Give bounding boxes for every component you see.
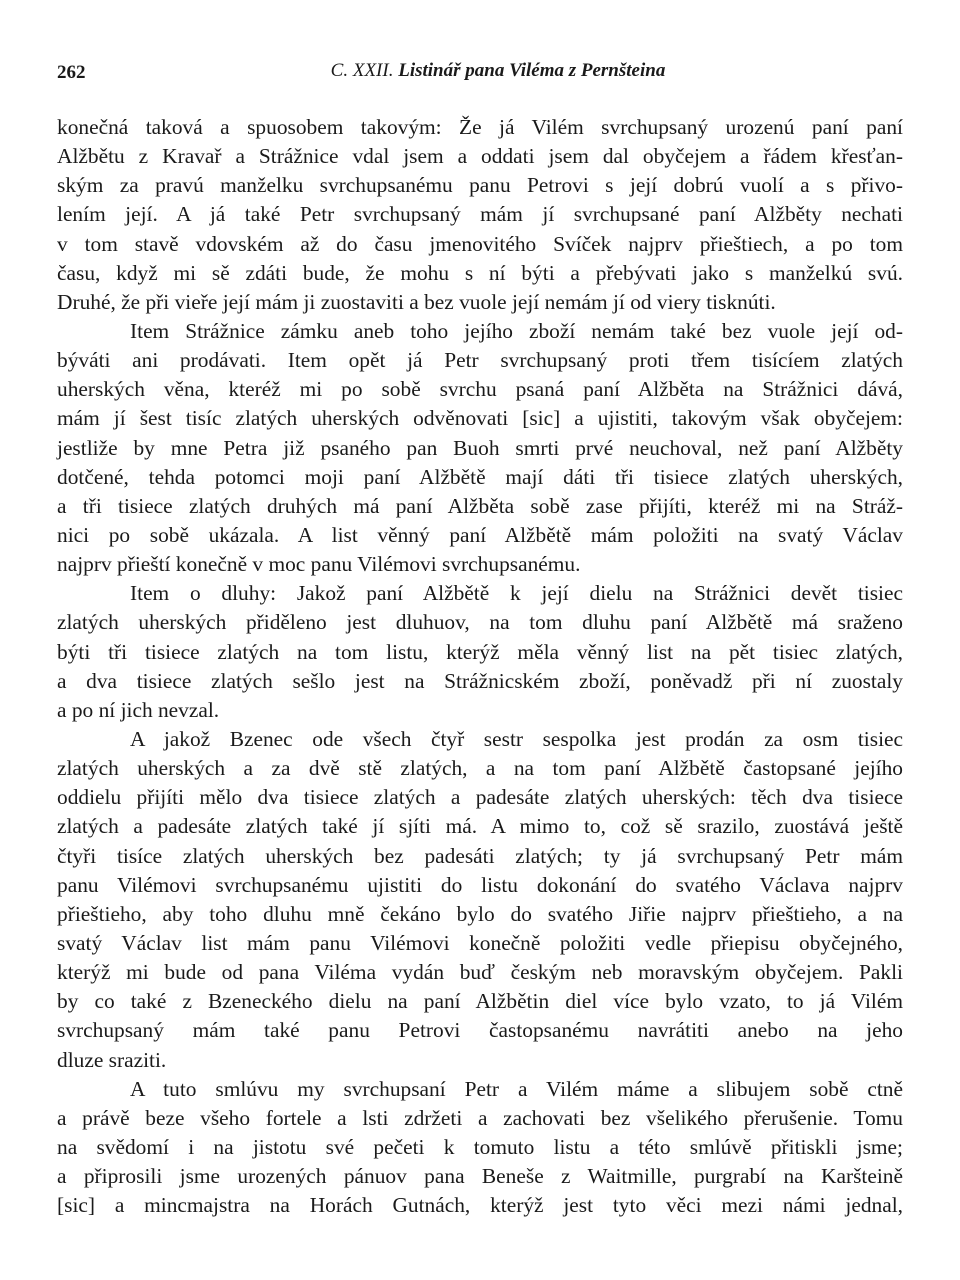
running-head [57,60,903,82]
text-line: čtyři tisíce zlatých uherských bez padesáti zlatých; ty já svrchupsaný Petr mám [57,843,903,868]
text-line: konečná taková a spuosobem takovým: Že já Vilém svrchupsaný urozenú paní paní [57,115,903,139]
text-line: zlatých uherských a za dvě stě zlatých, a na tom paní Alžbětě častopsané jejího [57,756,903,781]
text-line: [sic] a mincmajstra na Horách Gutnách, kterýž jest tyto věci mezi námi jednal, [57,1193,903,1218]
text-line: a připrosili jsme urozených pánuov pana Beneše z Waitmille, purgrabí na Karšteině [57,1164,903,1189]
running-head-chapter: C. XXII. [330,60,394,81]
text-line: uherských věna, kteréž mi po sobě svrchu psaná paní Alžběta na Strážnici dává, [57,377,903,402]
text-line: Druhé, že při vieře její mám ji zuostaviti a bez vuole její nemám jí od viery tisknúti. [57,289,776,314]
text-line: zlatých uherských přiděleno jest dluhuov, na tom dluhu paní Alžbětě má sraženo [57,610,903,635]
text-line: Item Strážnice zámku aneb toho jejího zboží nemám také bez vuole její od- [130,318,903,343]
text-line: býváti ani prodávati. Item opět já Petr svrchupsaný proti třem tisícíem zlatých [57,348,903,373]
text-line: přieštieho, aby toho dluhu mně čekáno bylo do svatého Jiřie najprv přieštieho, a na [57,901,903,926]
text-line: ským za pravú manželku svrchupsanému panu Petrovi s její dobrú vuolí a s přivo- [57,173,903,198]
text-line: a právě beze všeho fortele a lsti zdržeti a zachovati bez všelikého přerušenie. Tomu [57,1105,903,1130]
text-line: jestliže by mne Petra již psaného pan Buoh smrti prvé neuchoval, než paní Alžběty [57,435,903,460]
text-line: najprv přieští konečně v moc panu Vilémovi svrchupsanému. [57,552,581,577]
text-line: býti tři tisiece zlatých na tom listu, kterýž měla věnný list na pět tisiec zlatých, [57,639,903,664]
text-line: a po ní jich nevzal. [57,697,220,722]
text-line: času, když mi sě zdáti bude, že mohu s ní býti a přebývati jako s manželkú svú. [57,260,903,285]
text-line: zlatých a padesáte zlatých také jí sjíti má. A mimo to, což sě srazilo, zuostává ještě [57,814,903,839]
page-number: 262 [57,62,86,83]
text-line: mám jí šest tisíc zlatých uherských odvěnovati [sic] a ujistiti, takovým však obyčejem: [57,406,903,431]
body-text [57,113,903,1220]
running-head-title: Listinář pana Viléma z Pernšteina [398,60,666,81]
text-line: dluze sraziti. [57,1047,167,1072]
text-line: lením její. A já také Petr svrchupsaný mám jí svrchupsané paní Alžběty nechati [57,202,903,227]
text-line: oddielu přijíti mělo dva tisiece zlatých a padesáte zlatých uherských: těch dva tisiece [57,785,903,810]
text-line: dotčené, tehda potomci moji paní Alžbětě mají dáti tři tisiece zlatých uherských, [57,464,903,489]
text-line: v tom stavě vdovském až do času jmenovitého Svíček najprv přieštiech, a po tom [57,231,903,256]
text-line: svrchupsaný mám také panu Petrovi častopsanému navrátiti anebo na jeho [57,1018,903,1043]
text-line: A jakož Bzenec ode všech čtyř sestr sespolka jest prodán za osm tisiec [130,726,903,751]
text-line: svatý Václav list mám panu Vilémovi konečně položiti vedle přiepisu obyčejného, [57,930,903,955]
text-line: a dva tisiece zlatých sešlo jest na Strážnicském zboží, poněvadž při ní zuostaly [57,668,903,693]
text-line: by co také z Bzeneckého dielu na paní Alžbětin diel více bylo vzato, to já Vilém [57,989,903,1014]
text-line: nici po sobě ukázala. A list věnný paní Alžbětě mám položiti na svatý Václav [57,522,903,547]
text-line: panu Vilémovi svrchupsanému ujistiti do listu dokonání do svatého Václava najprv [57,872,903,897]
text-line: Alžbětu z Kravař a Strážnice vdal jsem a oddati jsem dal obyčejem a řádem křesťan- [57,144,903,169]
text-line: A tuto smlúvu my svrchupsaní Petr a Vilém máme a slibujem sobě ctně [130,1076,903,1101]
text-line: Item o dluhy: Jakož paní Alžbětě k její dielu na Strážnici devět tisiec [130,581,903,606]
text-line: kterýž mi bude od pana Viléma vydán buď českým neb moravským obyčejem. Pakli [57,960,903,985]
page-header [57,56,903,92]
text-line: na svědomí i na jistotu své pečeti k tomuto listu a této smlúvě přitiskli jsme; [57,1134,903,1159]
text-line: a tři tisiece zlatých druhých má paní Alžběta sobě zase přijíti, kteréž mi na Stráž- [57,493,903,518]
